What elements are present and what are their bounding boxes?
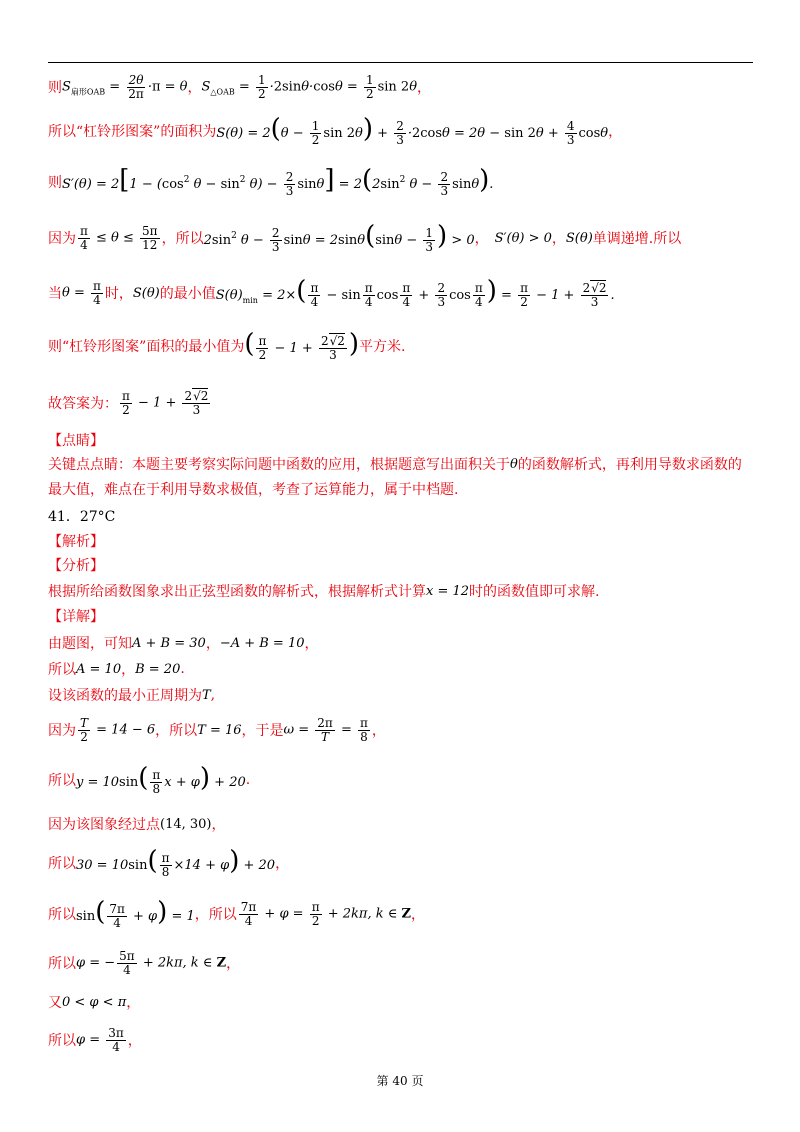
line-phi-range: 又 0 < φ < π ， bbox=[48, 994, 141, 1011]
comment-line-2: 最大值，难点在于利用导数求极值，考查了运算能力，属于中档题. bbox=[48, 482, 459, 498]
line-area-function: 所以“杠铃形图案”的面积为 S(θ) = 2(θ − $\frac{1}{2}$ sin 2θ) + $\frac{2}{3}$ ·2cosθ = 2θ − sin 2θ + $\frac{4}{3}$ cosθ ， bbox=[48, 113, 623, 147]
line-period: 设该函数的最小正周期为 T , bbox=[48, 687, 216, 704]
fenxi-tag: 【分析】 bbox=[48, 558, 104, 574]
detail-tag: 【详解】 bbox=[48, 609, 104, 625]
line-a-plus-b: 由题图，可知 A + B = 30 ， −A + B = 10 ， bbox=[48, 635, 319, 652]
comment-tag: 【点睛】 bbox=[48, 433, 104, 449]
line-sector-area: 则 $S_{扇形OAB}$ = $\frac{2\theta}{2\pi}$ ·π = θ ， $S_{\triangle OAB}$ = $\frac{1}{2}$ ·2sinθ·cosθ = $\frac{1}{2}$ sin 2θ ， bbox=[48, 72, 432, 101]
fenxi-text: 根据所给函数图象求出正弦型函数的解析式，根据解析式计算 x = 12 时的函数值即可求解. bbox=[48, 583, 600, 600]
line-function: 所以 y = 10sin( $\frac{\pi}{8}$ x + φ) + 20 . bbox=[48, 762, 251, 796]
header-rule bbox=[48, 62, 753, 63]
analysis-tag: 【解析】 bbox=[48, 534, 104, 550]
line-answer: 故答案为： $\frac{\pi}{2}$ − 1 + $\frac{2√2}{3}$ bbox=[48, 388, 209, 417]
line-monotonic: 因为 $\frac{\pi}{4}$ ≤ θ ≤ $\frac{5\pi}{12}$ ，所以 $2\sin^2$ θ − $\frac{2}{3}$ sinθ = 2sinθ(sinθ − $\frac{1}{3}$ ) > 0 ， S′(θ) > 0 ， S(θ) 单调递增.所以 bbox=[48, 220, 682, 254]
page-footer: 第 40 页 bbox=[376, 1074, 424, 1088]
line-phi-general: 所以 φ = − $\frac{5\pi}{4}$ + 2kπ, k ∈ Z ， bbox=[48, 948, 241, 977]
line-min-value: 当 θ = $\frac{\pi}{4}$ 时， S(θ) 的最小值 $S(\theta)_{min} = 2\times$( $\frac{\pi}{4}$ − sin $\frac{\pi}{4}$ cos $\frac{\pi}{4}$ + $\frac{2}{3}$ cos $\frac{\pi}{4}$ ) = $\frac{\pi}{2}$ − 1 + $\frac{2√2}{3}$ . bbox=[48, 275, 615, 309]
line-sin-equation: 所以 sin( $\frac{7\pi}{4}$ + φ) = 1 ，所以 $\frac{7\pi}{4}$ + φ = $\frac{\pi}{2}$ + 2kπ, k ∈ Z ， bbox=[48, 896, 425, 930]
line-a-b-values: 所以 A = 10 ， B = 20 . bbox=[48, 661, 185, 678]
line-substitute: 所以 30 = 10sin( $\frac{\pi}{8}$ ×14 + φ) + 20 ， bbox=[48, 845, 290, 879]
line-phi-value: 所以 φ = $\frac{3\pi}{4}$ ， bbox=[48, 1025, 142, 1054]
question-41-answer: 41．27°C bbox=[48, 509, 116, 525]
comment-line-1: 关键点点睛：本题主要考察实际问题中函数的应用，根据题意写出面积关于 θ 的函数解析式，再利用导数求函数的 bbox=[48, 456, 742, 473]
line-omega: 因为 $\frac{T}{2}$ = 14 − 6 ，所以 T = 16 ，于是 ω = $\frac{2\pi}{T}$ = $\frac{\pi}{8}$ ， bbox=[48, 715, 386, 744]
line-derivative: 则 $S'(\theta) = 2[1 - (\cos^2$ $\theta - \sin^2 \theta$) − $\frac{2}{3}$ $\sin\theta] = 2(2\sin^2$ θ − $\frac{2}{3}$ sinθ). bbox=[48, 164, 494, 198]
line-min-area: 则“杠铃形图案”面积的最小值为 ( $\frac{\pi}{2}$ − 1 + $\frac{2√2}{3}$ ) 平方米. bbox=[48, 328, 406, 362]
line-point: 因为该图象经过点 (14, 30) ， bbox=[48, 816, 226, 833]
